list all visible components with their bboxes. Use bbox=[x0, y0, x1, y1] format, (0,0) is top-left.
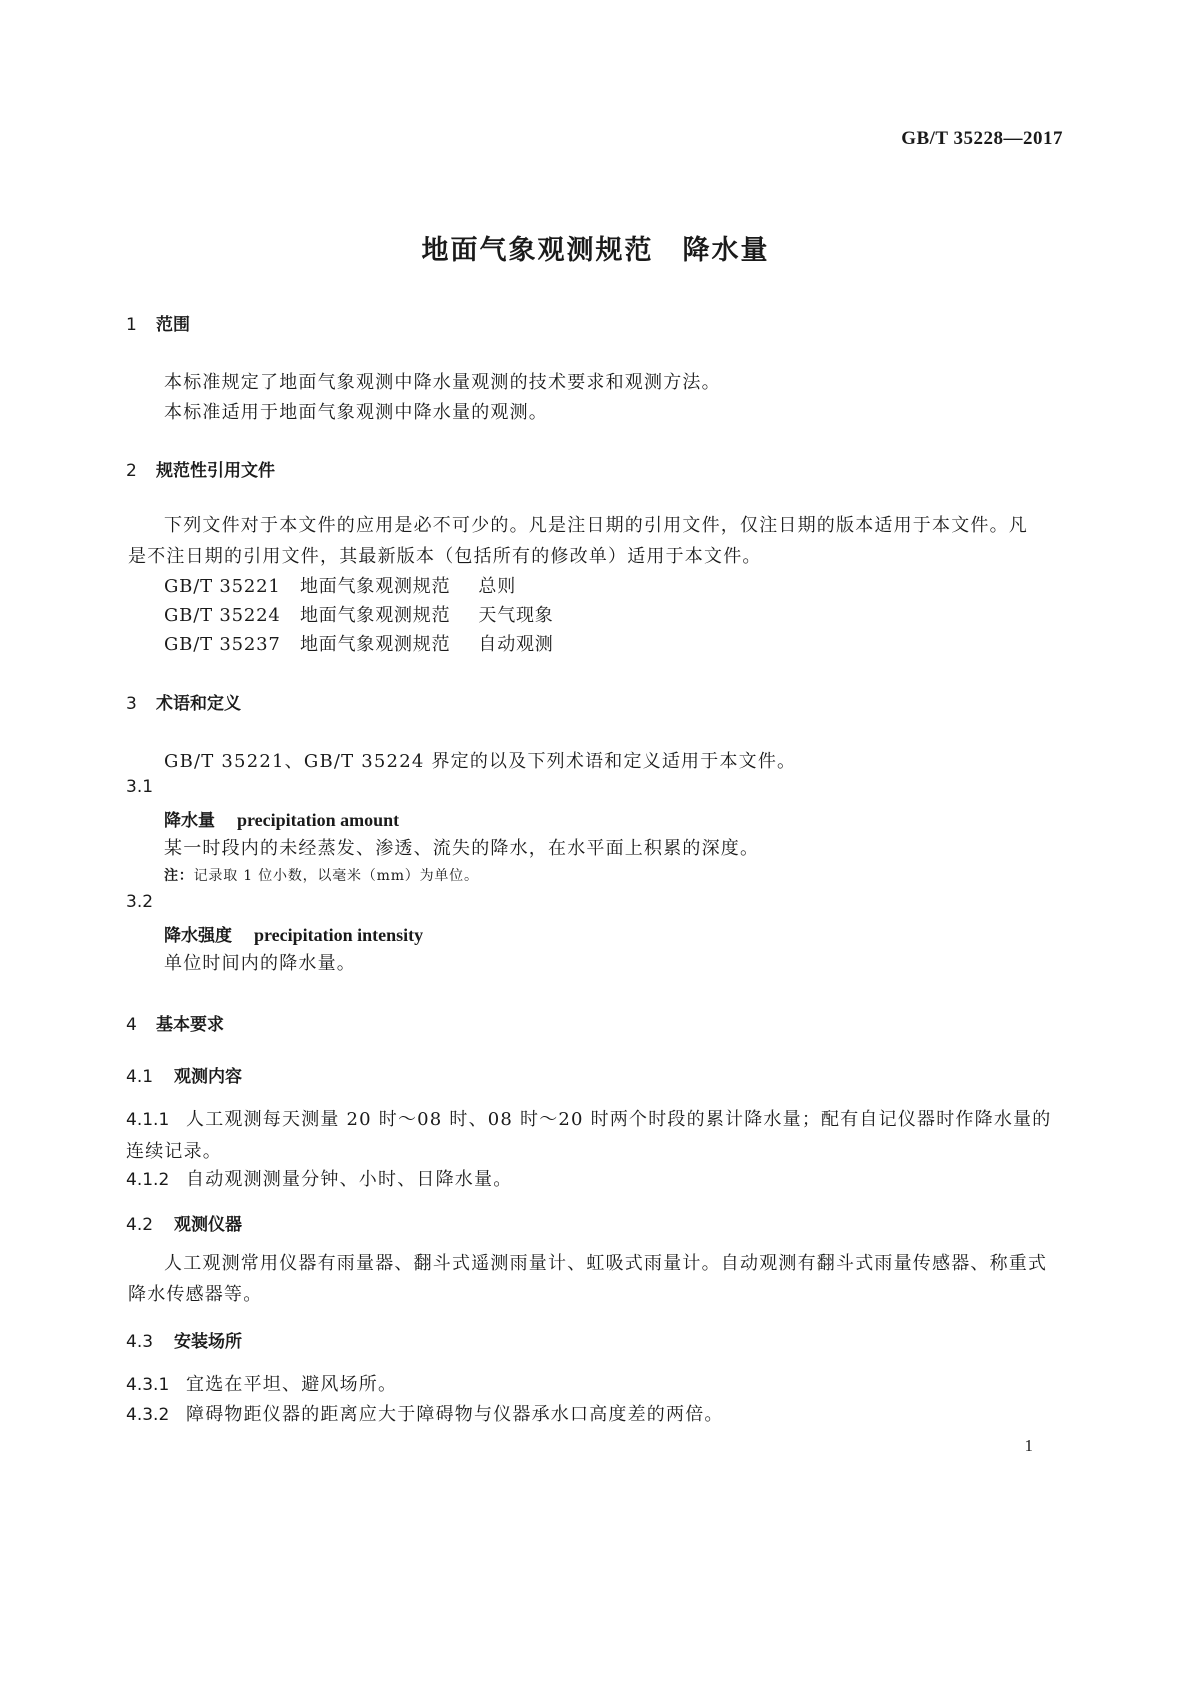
section-heading-3 bbox=[126, 689, 241, 714]
subsection-title: 观测仪器 bbox=[174, 1215, 242, 1235]
note-text: 记录取 1 位小数，以毫米（mm）为单位。 bbox=[193, 868, 479, 884]
section-title: 范围 bbox=[156, 315, 190, 335]
term-zh: 降水量 bbox=[164, 811, 215, 831]
term-definition: 单位时间内的降水量。 bbox=[164, 953, 356, 974]
reference-code: GB/T 35237 bbox=[164, 634, 281, 655]
terms-intro: GB/T 35221、GB/T 35224 界定的以及下列术语和定义适用于本文件。 bbox=[164, 751, 797, 772]
reference-item bbox=[164, 630, 554, 656]
subsection-heading-4-2 bbox=[126, 1210, 242, 1235]
reference-part: 总则 bbox=[478, 576, 517, 597]
subsection-title: 观测内容 bbox=[174, 1067, 242, 1087]
section-heading-2 bbox=[126, 456, 275, 481]
reference-series: 地面气象观测规范 bbox=[300, 576, 451, 597]
term-heading bbox=[164, 921, 423, 946]
clause-number: 4.3.1 bbox=[126, 1375, 170, 1395]
clause-text: 宜选在平坦、避风场所。 bbox=[186, 1374, 398, 1395]
clause-number: 4.3.2 bbox=[126, 1405, 170, 1425]
document-title: 地面气象观测规范 降水量 bbox=[421, 235, 770, 266]
page-number: 1 bbox=[1024, 1436, 1033, 1455]
section-number: 3 bbox=[126, 694, 137, 714]
section-title: 术语和定义 bbox=[156, 694, 241, 714]
term-number: 3.1 bbox=[126, 777, 154, 797]
reference-item bbox=[164, 601, 554, 627]
term-definition: 某一时段内的未经蒸发、渗透、流失的降水，在水平面上积累的深度。 bbox=[164, 838, 760, 859]
subsection-heading-4-3 bbox=[126, 1327, 242, 1352]
section-heading-1 bbox=[126, 310, 190, 335]
clause-text: 人工观测每天测量 20 时～08 时、08 时～20 时两个时段的累计降水量；配有自记仪器时作降水量的连续记录。 bbox=[126, 1109, 1052, 1162]
section-number: 4 bbox=[126, 1015, 137, 1035]
subsection-heading-4-1 bbox=[126, 1062, 242, 1087]
term-en: precipitation amount bbox=[237, 810, 400, 830]
clause-text: 自动观测测量分钟、小时、日降水量。 bbox=[186, 1169, 513, 1190]
scope-paragraph-2: 本标准适用于地面气象观测中降水量的观测。 bbox=[164, 402, 548, 423]
term-en: precipitation intensity bbox=[254, 925, 424, 945]
clause-4-1-2 bbox=[126, 1165, 512, 1191]
section-number: 1 bbox=[126, 315, 137, 335]
reference-item bbox=[164, 572, 516, 598]
reference-part: 自动观测 bbox=[478, 634, 554, 655]
clause-number: 4.1.2 bbox=[126, 1170, 170, 1190]
subsection-number: 4.1 bbox=[126, 1067, 154, 1087]
section-heading-4 bbox=[126, 1010, 224, 1035]
reference-series: 地面气象观测规范 bbox=[300, 605, 451, 626]
standard-code: GB/T 35228—2017 bbox=[901, 128, 1063, 149]
subsection-number: 4.2 bbox=[126, 1215, 154, 1235]
clause-4-3-2 bbox=[126, 1400, 724, 1426]
clause-4-1-1 bbox=[126, 1104, 1052, 1167]
term-zh: 降水强度 bbox=[164, 926, 232, 946]
note-label: 注： bbox=[164, 868, 194, 884]
reference-part: 天气现象 bbox=[478, 605, 554, 626]
scope-paragraph-1: 本标准规定了地面气象观测中降水量观测的技术要求和观测方法。 bbox=[164, 372, 721, 393]
reference-code: GB/T 35224 bbox=[164, 605, 281, 626]
subsection-number: 4.3 bbox=[126, 1332, 154, 1352]
clause-4-3-1 bbox=[126, 1370, 397, 1396]
clause-number: 4.1.1 bbox=[126, 1110, 170, 1130]
section-title: 基本要求 bbox=[156, 1015, 224, 1035]
term-note bbox=[164, 865, 479, 885]
clause-text: 障碍物距仪器的距离应大于障碍物与仪器承水口高度差的两倍。 bbox=[186, 1404, 724, 1425]
references-intro: 下列文件对于本文件的应用是必不可少的。凡是注日期的引用文件，仅注日期的版本适用于本文件。凡是不注日期的引用文件，其最新版本（包括所有的修改单）适用于本文件。 bbox=[128, 515, 1028, 567]
subsection-title: 安装场所 bbox=[174, 1332, 242, 1352]
term-heading bbox=[164, 806, 399, 831]
instruments-paragraph: 人工观测常用仪器有雨量器、翻斗式遥测雨量计、虹吸式雨量计。自动观测有翻斗式雨量传感器、称重式降水传感器等。 bbox=[128, 1253, 1048, 1305]
reference-series: 地面气象观测规范 bbox=[300, 634, 451, 655]
section-title: 规范性引用文件 bbox=[156, 461, 275, 481]
section-number: 2 bbox=[126, 461, 137, 481]
reference-code: GB/T 35221 bbox=[164, 576, 281, 597]
term-number: 3.2 bbox=[126, 892, 154, 912]
